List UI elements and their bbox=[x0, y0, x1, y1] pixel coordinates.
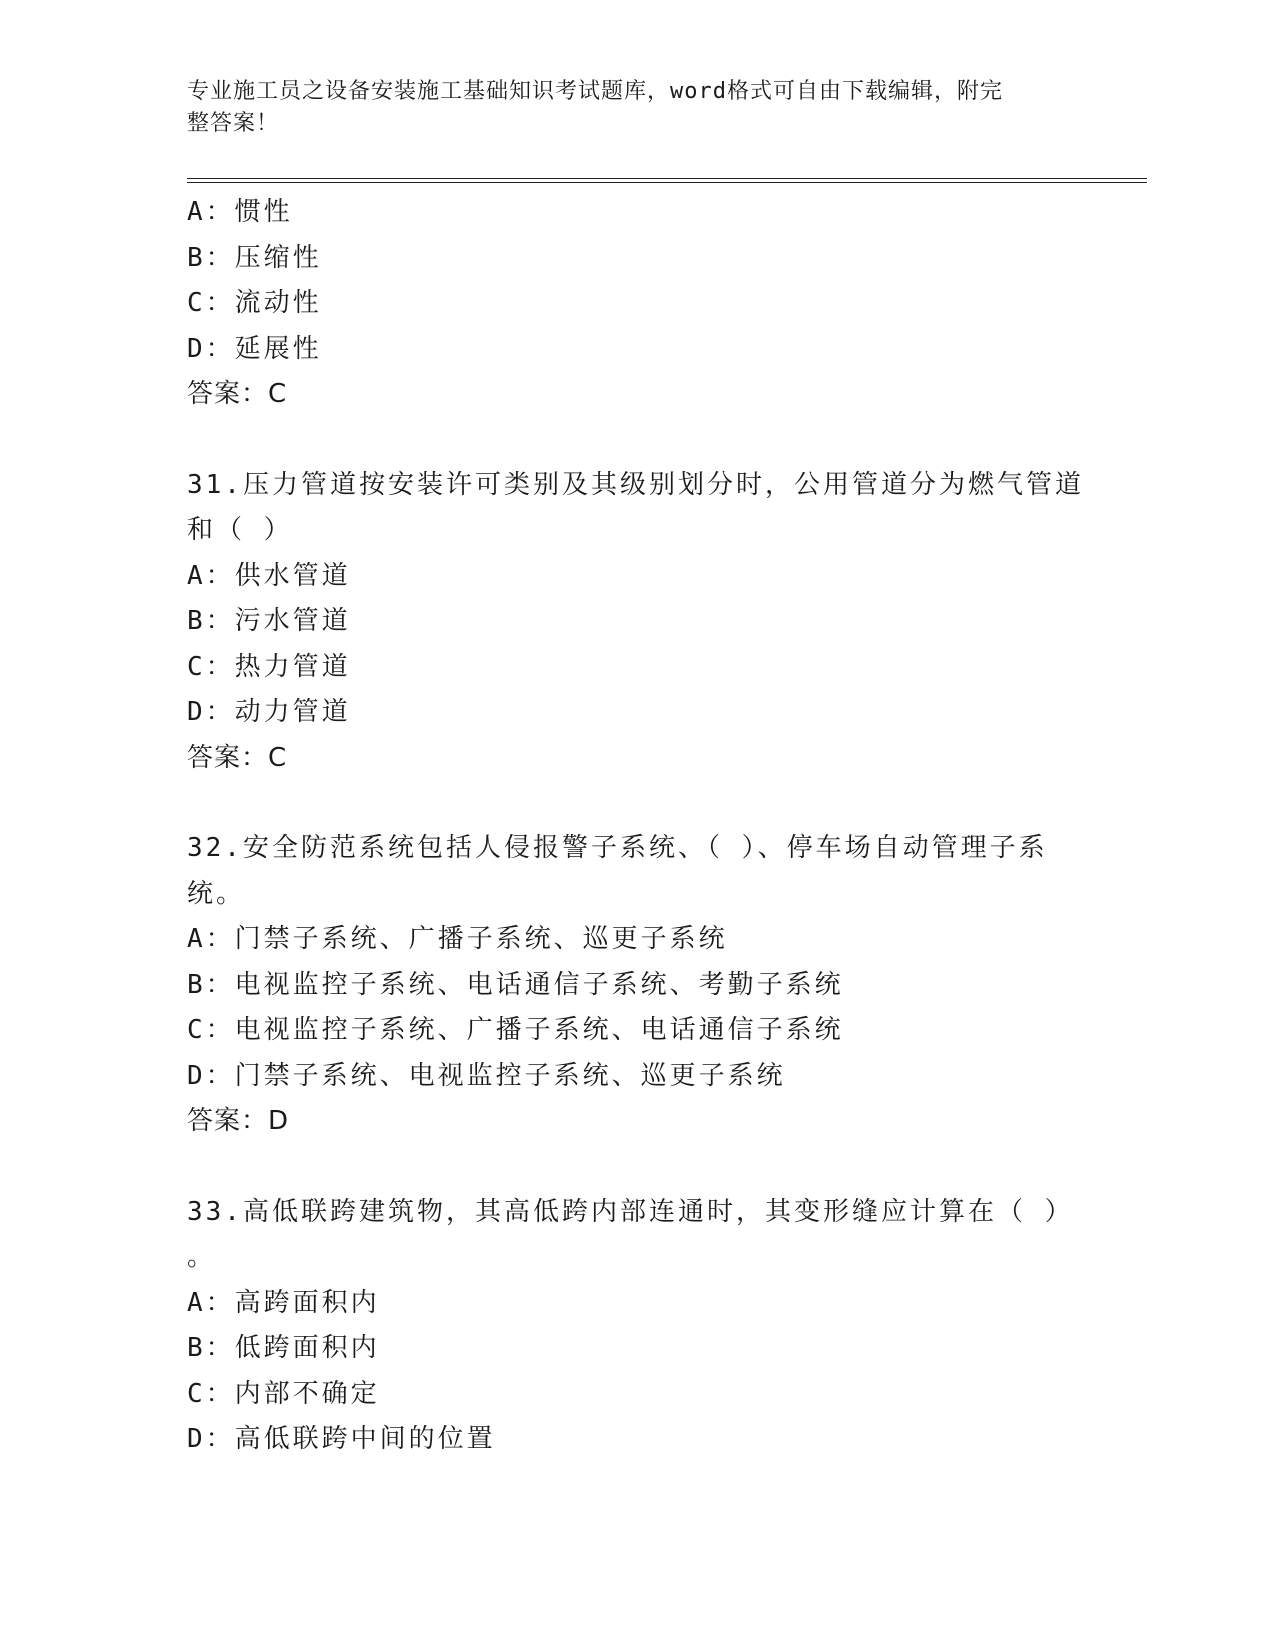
option-a: A：供水管道 bbox=[187, 560, 351, 591]
option-d: D：动力管道 bbox=[187, 697, 351, 727]
option-b: B：污水管道 bbox=[187, 606, 351, 636]
header-line-1: 专业施工员之设备安装施工基础知识考试题库，word格式可自由下载编辑，附完 bbox=[187, 79, 1003, 104]
answer-line: 答案：D bbox=[187, 1106, 290, 1136]
option-b: B：电视监控子系统、电话通信子系统、考勤子系统 bbox=[187, 969, 844, 1000]
question-stem-line-2: 和（ ） bbox=[187, 515, 293, 545]
document-page bbox=[187, 0, 1147, 1650]
question-32 bbox=[187, 826, 1067, 1145]
option-d: D：高低联跨中间的位置 bbox=[187, 1424, 496, 1454]
header-line-2: 整答案！ bbox=[187, 111, 280, 136]
option-b: B：低跨面积内 bbox=[187, 1333, 380, 1363]
option-a: A：门禁子系统、广播子系统、巡更子系统 bbox=[187, 924, 728, 954]
question-stem-line-1: 32.安全防范系统包括人侵报警子系统、（ ）、停车场自动管理子系 bbox=[187, 833, 1048, 863]
header-double-rule bbox=[187, 178, 1147, 183]
answer-line: 答案：C bbox=[187, 742, 288, 773]
option-d: D：门禁子系统、电视监控子系统、巡更子系统 bbox=[187, 1060, 786, 1091]
option-a: A：惯性 bbox=[187, 197, 293, 227]
option-a: A：高跨面积内 bbox=[187, 1287, 380, 1318]
option-b: B：压缩性 bbox=[187, 242, 322, 273]
question-30 bbox=[187, 190, 1067, 418]
question-list bbox=[187, 190, 1084, 1463]
option-d: D：延展性 bbox=[187, 333, 322, 364]
question-stem-line-2: 统。 bbox=[187, 878, 246, 909]
answer-line: 答案：C bbox=[187, 379, 288, 409]
option-c: C：内部不确定 bbox=[187, 1378, 380, 1409]
document-header bbox=[187, 76, 1067, 140]
question-stem-line-2: 。 bbox=[187, 1242, 217, 1272]
option-c: C：流动性 bbox=[187, 288, 322, 318]
question-stem-line-1: 31.压力管道按安装许可类别及其级别划分时，公用管道分为燃气管道 bbox=[187, 469, 1084, 500]
option-c: C：热力管道 bbox=[187, 651, 351, 682]
option-c: C：电视监控子系统、广播子系统、电话通信子系统 bbox=[187, 1015, 844, 1045]
question-stem-line-1: 33.高低联跨建筑物，其高低跨内部连通时，其变形缝应计算在（ ） bbox=[187, 1196, 1074, 1227]
question-33 bbox=[187, 1190, 1074, 1463]
question-31 bbox=[187, 463, 1084, 782]
